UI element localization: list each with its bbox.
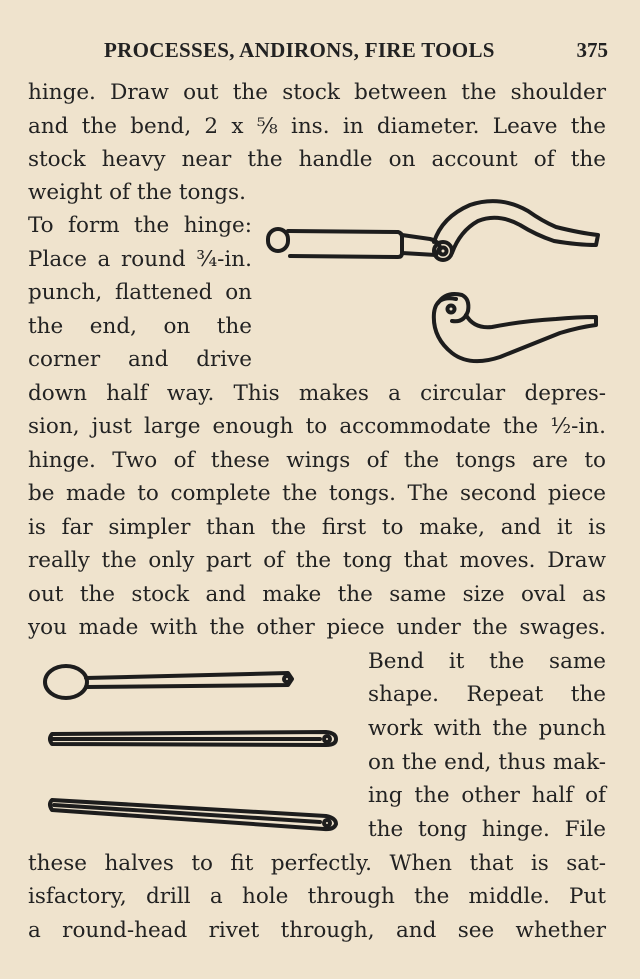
text-line: out the stock and make the same size oval as	[28, 582, 606, 607]
text-line: on the end, thus mak-	[368, 750, 606, 775]
text-line: To form the hinge:	[28, 213, 252, 238]
text-line: down half way. This makes a circular depres-	[28, 381, 606, 406]
running-head: PROCESSES, ANDIRONS, FIRE TOOLS	[104, 38, 495, 62]
page-number: 375	[576, 38, 608, 62]
text-line: the end, on the	[28, 314, 252, 339]
text-line: isfactory, drill a hole through the middle. Put	[28, 884, 606, 909]
text-line: really the only part of the tong that moves. Draw	[28, 548, 606, 573]
stock-stage-flat	[50, 732, 336, 745]
lower-tong-piece	[434, 294, 596, 361]
text-line: corner and drive	[28, 347, 252, 372]
text-line: these halves to fit perfectly. When that is sat-	[28, 851, 606, 876]
text-line: Place a round ¾-in.	[28, 247, 252, 272]
tong-stock-stages-illustration	[40, 652, 345, 842]
text-line: punch, flattened on	[28, 280, 252, 305]
text-line: is far simpler than the first to make, and it is	[28, 515, 606, 540]
text-line: the tong hinge. File	[368, 817, 606, 842]
text-line: weight of the tongs.	[28, 180, 246, 205]
text-line: hinge. Draw out the stock between the shoulder	[28, 80, 606, 105]
text-line: ing the other half of	[368, 783, 606, 808]
text-line: hinge. Two of these wings of the tongs are to	[28, 448, 606, 473]
tong-wing-illustration	[260, 195, 605, 370]
stock-stage-tapered	[50, 800, 336, 829]
text-line: be made to complete the tongs. The second piece	[28, 481, 606, 506]
text-line: and the bend, 2 x ⅝ ins. in diameter. Leave the	[28, 114, 606, 139]
text-line: Bend it the same	[368, 649, 606, 674]
text-line: a round-head rivet through, and see whether	[28, 918, 606, 943]
text-line: you made with the other piece under the swages.	[28, 615, 606, 640]
text-line: work with the punch	[368, 716, 606, 741]
text-line: shape. Repeat the	[368, 682, 606, 707]
text-line: stock heavy near the handle on account of the	[28, 147, 606, 172]
upper-tong-piece	[268, 201, 598, 260]
running-header	[0, 38, 640, 66]
stock-stage-ring	[45, 666, 292, 698]
text-line: sion, just large enough to accommodate the ½-in.	[28, 414, 606, 439]
